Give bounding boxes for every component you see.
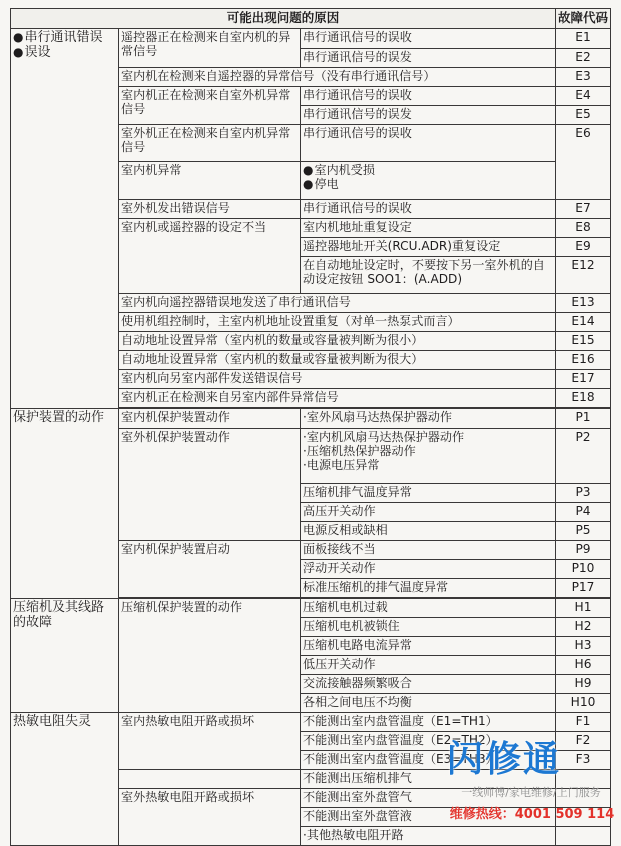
detail-cell: 压缩机电机过载 <box>301 598 556 617</box>
header-cause: 可能出现问题的原因 <box>11 9 556 29</box>
detail-cell: 串行通讯信号的误收 <box>301 28 556 48</box>
detail-cell: 不能测出压缩机排气 <box>301 769 556 788</box>
table-row <box>11 598 611 617</box>
fault-code: E8 <box>556 218 611 237</box>
bullet-icon: ● <box>303 162 314 177</box>
fault-code: E3 <box>556 67 611 86</box>
detail-cell: 面板接线不当 <box>301 540 556 559</box>
cause-cell: 自动地址设置异常（室内机的数量或容量被判断为很小） <box>119 331 556 350</box>
detail-cell: ·室外风扇马达热保护器动作 <box>301 408 556 428</box>
cause-cell: 室内机异常 <box>119 161 301 199</box>
fault-code: F3 <box>556 750 611 769</box>
detail-cell: 遥控器地址开关(RCU.ADR)重复设定 <box>301 237 556 256</box>
bullet-icon: ● <box>13 29 24 44</box>
detail-cell: 串行通讯信号的误收 <box>301 199 556 218</box>
fault-code: P3 <box>556 483 611 502</box>
detail-cell: 在自动地址设定时，不要按下另一室外机的自动设定按钮 SOO1：(A.ADD) <box>301 256 556 293</box>
watermark-logo: 闪修通 <box>447 739 562 780</box>
cause-cell: 室内机在检测来自遥控器的异常信号（没有串行通讯信号） <box>119 67 556 86</box>
cause-cell: 自动地址设置异常（室内机的数量或容量被判断为很大） <box>119 350 556 369</box>
fault-code: E12 <box>556 256 611 293</box>
fault-code: E2 <box>556 48 611 67</box>
fault-code: H10 <box>556 693 611 712</box>
detail-cell: 串行通讯信号的误收 <box>301 86 556 105</box>
detail-cell: 浮动开关动作 <box>301 559 556 578</box>
fault-code: E7 <box>556 199 611 218</box>
fault-code: P17 <box>556 578 611 597</box>
detail-cell: ·室内机风扇马达热保护器动作 ·压缩机热保护器动作 ·电源电压异常 <box>301 428 556 483</box>
detail-cell: 不能测出室内盘管温度（E3=TH3） <box>301 750 556 769</box>
detail-cell: 电源反相或缺相 <box>301 521 556 540</box>
fault-code: E5 <box>556 105 611 124</box>
watermark-hotline: 维修热线：4001 509 114 <box>449 807 615 822</box>
detail-cell: 室内机地址重复设定 <box>301 218 556 237</box>
cause-cell: 使用机组控制时，主室内机地址设置重复（对单一热泵式而言） <box>119 312 556 331</box>
fault-code: E13 <box>556 293 611 312</box>
fault-code: E14 <box>556 312 611 331</box>
cause-cell: 压缩机保护装置的动作 <box>119 598 301 712</box>
cause-cell: 室内机向另室内部件发送错误信号 <box>119 369 556 388</box>
cause-cell: 室内机正在检测来自另室内部件异常信号 <box>119 388 556 407</box>
detail-cell: 标准压缩机的排气温度异常 <box>301 578 556 597</box>
cause-cell: 遥控器正在检测来自室内机的异常信号 <box>119 28 301 67</box>
fault-code: H9 <box>556 674 611 693</box>
fault-code: F2 <box>556 731 611 750</box>
detail-cell: 串行通讯信号的误发 <box>301 48 556 67</box>
cause-cell: 室内机或遥控器的设定不当 <box>119 218 301 293</box>
table-row <box>11 408 611 428</box>
detail-cell: 压缩机电机被锁住 <box>301 617 556 636</box>
fault-code: P9 <box>556 540 611 559</box>
detail-cell: 串行通讯信号的误发 <box>301 105 556 124</box>
watermark-slogan: 一线师傅/家电维修/上门服务 <box>461 786 601 799</box>
detail-cell: 不能测出室外盘管气 <box>301 788 556 807</box>
fault-code: P4 <box>556 502 611 521</box>
fault-code-table <box>10 8 611 846</box>
section-protect: 保护装置的动作 <box>11 408 119 598</box>
detail-cell: 高压开关动作 <box>301 502 556 521</box>
detail-cell: 不能测出室内盘管温度（E2=TH2） <box>301 731 556 750</box>
fault-code: H6 <box>556 655 611 674</box>
fault-code: E9 <box>556 237 611 256</box>
cause-cell: 室内机保护装置动作 <box>119 408 301 428</box>
fault-code: H3 <box>556 636 611 655</box>
cause-cell: 室内机保护装置启动 <box>119 540 301 597</box>
table-row <box>11 28 611 48</box>
header-code: 故障代码 <box>556 9 611 29</box>
cause-cell: 室外机正在检测来自室内机异常信号 <box>119 124 301 161</box>
fault-code: P10 <box>556 559 611 578</box>
fault-code: F1 <box>556 712 611 731</box>
detail-cell: 各相之间电压不均衡 <box>301 693 556 712</box>
fault-code: H1 <box>556 598 611 617</box>
section-serial: ●串行通讯错误 ●误设 <box>11 28 119 408</box>
table-row <box>11 712 611 731</box>
fault-code: E4 <box>556 86 611 105</box>
fault-code: P5 <box>556 521 611 540</box>
cause-cell: 室内机向遥控器错误地发送了串行通讯信号 <box>119 293 556 312</box>
fault-code: E17 <box>556 369 611 388</box>
fault-code: E15 <box>556 331 611 350</box>
detail-cell: ·其他热敏电阻开路 <box>301 826 556 845</box>
section-thermistor: 热敏电阻失灵 <box>11 712 119 845</box>
bullet-icon: ● <box>303 177 314 192</box>
fault-code: P2 <box>556 428 611 483</box>
cause-cell: 室外机保护装置动作 <box>119 428 301 540</box>
detail-cell: 压缩机排气温度异常 <box>301 483 556 502</box>
fault-code: E16 <box>556 350 611 369</box>
detail-cell: 不能测出室内盘管温度（E1=TH1） <box>301 712 556 731</box>
detail-cell: 串行通讯信号的误收 <box>301 124 556 161</box>
detail-cell: 压缩机电路电流异常 <box>301 636 556 655</box>
fault-code: E1 <box>556 28 611 48</box>
cause-cell: 室内机正在检测来自室外机异常信号 <box>119 86 301 124</box>
cause-cell: 室外热敏电阻开路或损坏 <box>119 788 301 845</box>
detail-cell: 不能测出室外盘管液 <box>301 807 556 826</box>
cause-cell: 室内热敏电阻开路或损坏 <box>119 712 301 769</box>
detail-cell: ●室内机受损 ●停电 <box>301 161 556 199</box>
fault-code: E18 <box>556 388 611 407</box>
table-header-row <box>11 9 611 29</box>
detail-cell: 低压开关动作 <box>301 655 556 674</box>
fault-code: H2 <box>556 617 611 636</box>
bullet-icon: ● <box>13 45 24 60</box>
section-compressor: 压缩机及其线路的故障 <box>11 598 119 712</box>
fault-code: P1 <box>556 408 611 428</box>
fault-code: E6 <box>556 124 611 199</box>
cause-cell: 室外机发出错误信号 <box>119 199 301 218</box>
detail-cell: 交流接触器频繁吸合 <box>301 674 556 693</box>
